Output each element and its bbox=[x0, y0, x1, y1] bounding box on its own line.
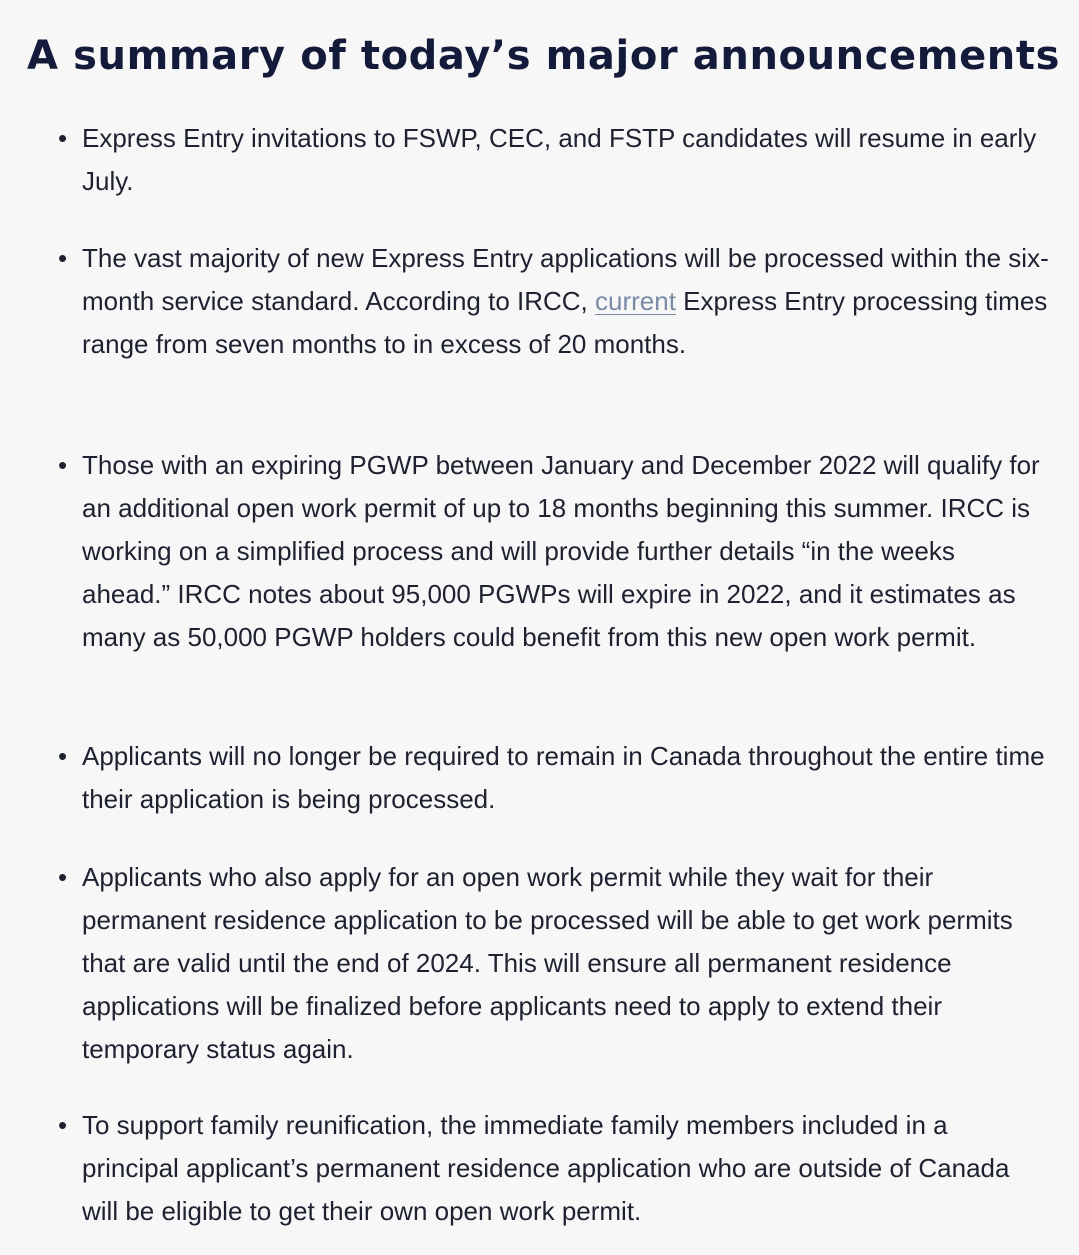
list-item-text: Express Entry processing times range from seven months to in excess of 20 months. bbox=[82, 286, 1048, 359]
bullet-icon: • bbox=[58, 741, 68, 771]
bullet-icon: • bbox=[58, 123, 68, 153]
list-item bbox=[58, 1104, 1050, 1233]
current-link[interactable]: current bbox=[595, 286, 676, 316]
bullet-icon: • bbox=[58, 1110, 68, 1140]
list-item bbox=[58, 856, 1050, 1071]
list-item-text: Those with an expiring PGWP between January and December 2022 will qualify for an additional open work permit of up to 18 months beginning this summer. IRCC is working on a simplified process and will provide further details “in the weeks ahead.” IRCC notes about 95,000 PGWPs will expire in 2022, and it estimates as many as 50,000 PGWP holders could benefit from this new open work permit. bbox=[82, 450, 1040, 652]
bullet-icon: • bbox=[58, 862, 68, 892]
list-item-text: To support family reunification, the immediate family members included in a principal applicant’s permanent residence application who are outside of Canada will be eligible to get their own open work permit. bbox=[82, 1110, 1010, 1226]
bullet-icon: • bbox=[58, 450, 68, 480]
list-item bbox=[58, 735, 1050, 821]
list-item bbox=[58, 117, 1050, 203]
list-item bbox=[58, 237, 1050, 366]
list-item bbox=[58, 444, 1050, 659]
list-item-text: Applicants will no longer be required to remain in Canada throughout the entire time their application is being processed. bbox=[82, 741, 1045, 814]
bullet-icon: • bbox=[58, 243, 68, 273]
list-item-text: Applicants who also apply for an open work permit while they wait for their permanent residence application to be processed will be able to get work permits that are valid until the end of 2024. This will ensure all permanent residence applications will be finalized before applicants need to apply to extend their temporary status again. bbox=[82, 862, 1013, 1064]
list-item-text: The vast majority of new Express Entry applications will be processed within the six-month service standard. According to IRCC, bbox=[82, 243, 1049, 316]
list-item-text: Express Entry invitations to FSWP, CEC, and FSTP candidates will resume in early July. bbox=[82, 123, 1037, 196]
page-title: A summary of today’s major announcements bbox=[27, 33, 1061, 79]
